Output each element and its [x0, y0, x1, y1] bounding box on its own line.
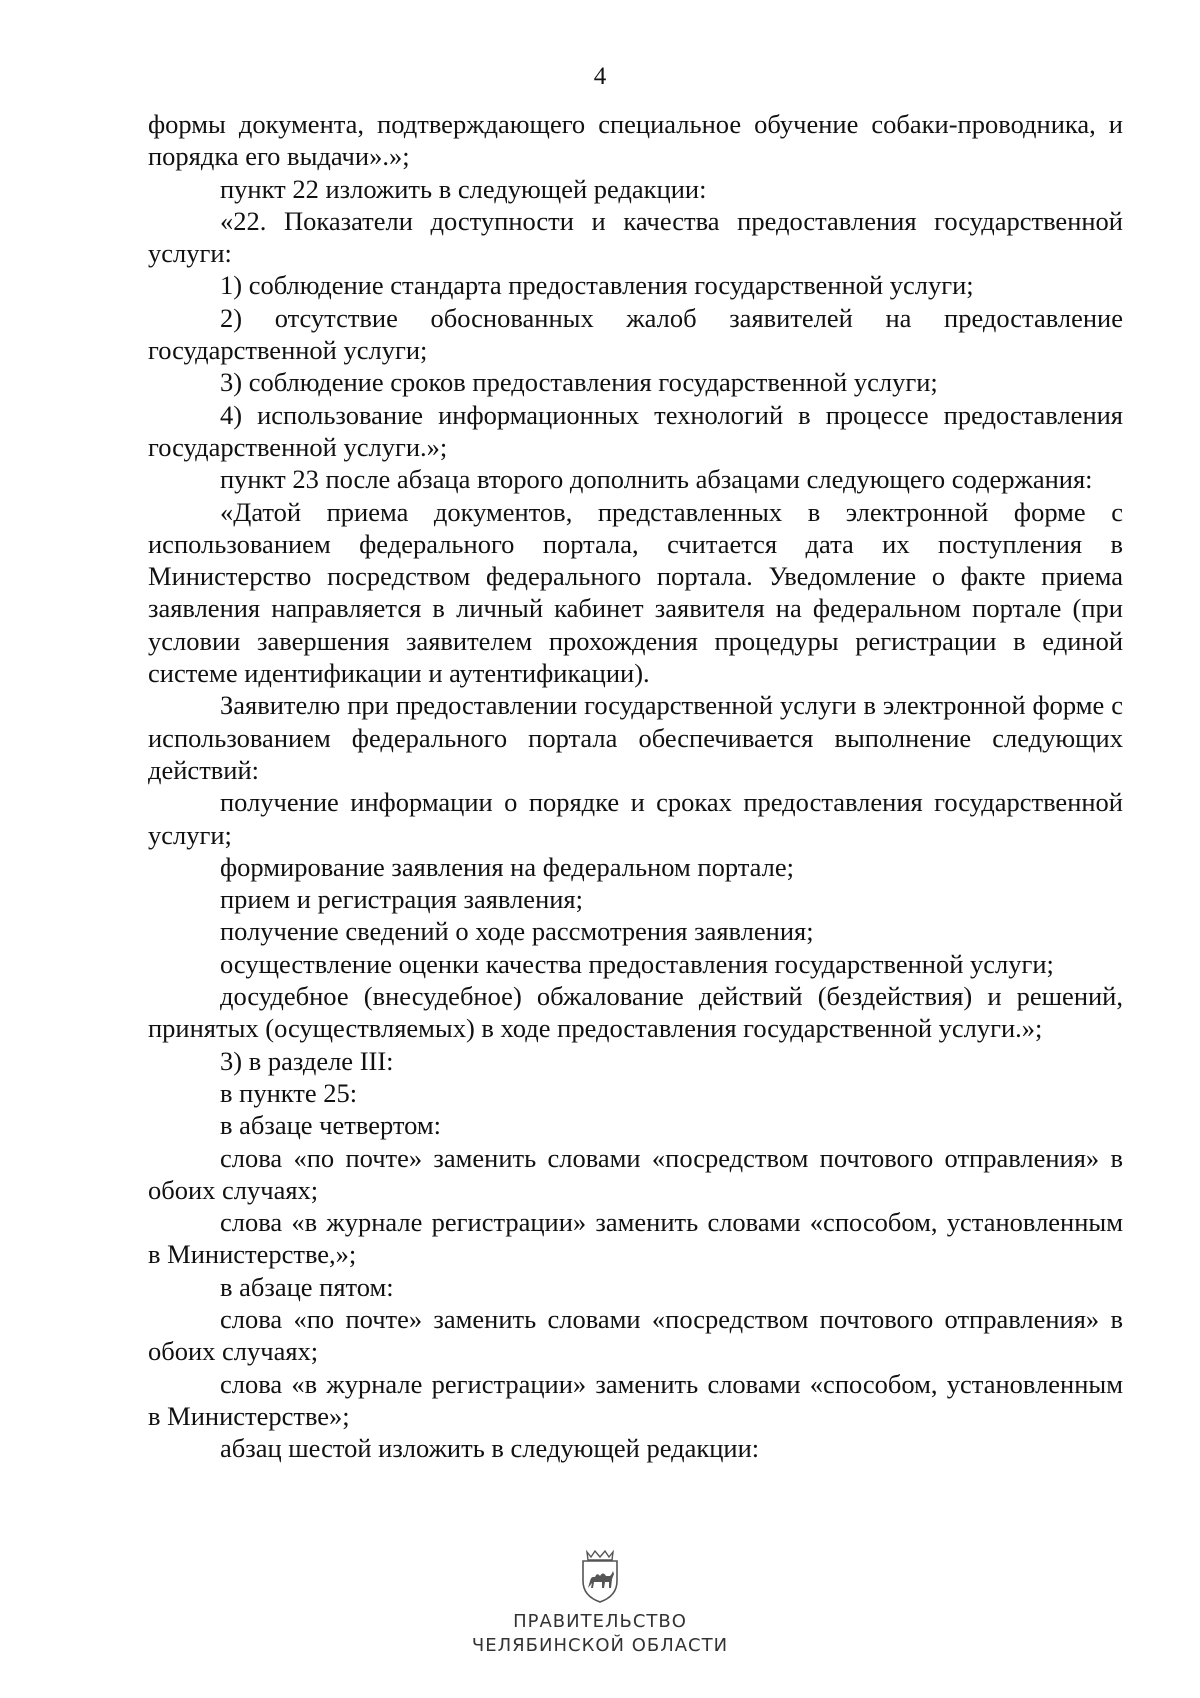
paragraph: слова «в журнале регистрации» заменить словами «способом, установленным в Министерстве»; — [148, 1368, 1123, 1431]
paragraph: 4) использование информационных технологий в процессе предоставления государственной услуги.»; — [148, 399, 1123, 462]
page-number: 4 — [593, 63, 607, 90]
paragraph: 1) соблюдение стандарта предоставления государственной услуги; — [220, 270, 974, 301]
document-body — [148, 108, 1123, 1464]
paragraph: формы документа, подтверждающего специальное обучение собаки-проводника, и порядка его выдачи».»; — [148, 109, 1123, 172]
paragraph: получение сведений о ходе рассмотрения заявления; — [220, 916, 814, 947]
paragraph: слова «в журнале регистрации» заменить словами «способом, установленным в Министерстве,»; — [148, 1207, 1123, 1270]
paragraph: пункт 23 после абзаца второго дополнить абзацами следующего содержания: — [220, 464, 1093, 495]
paragraph: 3) в разделе III: — [220, 1045, 394, 1076]
paragraph: осуществление оценки качества предоставления государственной услуги; — [220, 948, 1054, 979]
paragraph: «22. Показатели доступности и качества предоставления государственной услуги: — [148, 205, 1123, 269]
chelyabinsk-coat-of-arms-icon — [575, 1548, 625, 1604]
paragraph: Заявителю при предоставлении государственной услуги в электронной форме с использованием федерального портала обеспечивается выполнение следующих действий: — [148, 690, 1123, 785]
paragraph: слова «по почте» заменить словами «посредством почтового отправления» в обоих случаях; — [148, 1142, 1123, 1205]
paragraph: в абзаце пятом: — [220, 1271, 394, 1302]
paragraph: получение информации о порядке и сроках предоставления государственной услуги; — [148, 787, 1123, 850]
paragraph: в абзаце четвертом: — [220, 1110, 441, 1141]
paragraph: 3) соблюдение сроков предоставления государственной услуги; — [220, 367, 938, 398]
paragraph: слова «по почте» заменить словами «посредством почтового отправления» в обоих случаях; — [148, 1303, 1123, 1367]
paragraph: в пункте 25: — [220, 1077, 358, 1108]
paragraph: досудебное (внесудебное) обжалование действий (бездействия) и решений, принятых (осуществляемых) в ходе предоставления государственной услуги.»; — [148, 981, 1123, 1044]
paragraph: «Датой приема документов, представленных в электронной форме с использованием федерального портала, считается дата их поступления в Министерство посредством федерального портала. Уведомление о факте приема заявления направляется в личный кабинет заявителя на федеральном портале (при условии завершения заявителем прохождения процедуры регистрации в единой системе идентификации и аутентификации). — [148, 496, 1123, 689]
paragraph: формирование заявления на федеральном портале; — [220, 851, 794, 882]
footer-region-line: ЧЕЛЯБИНСКОЙ ОБЛАСТИ — [471, 1635, 729, 1656]
footer-organization-line: ПРАВИТЕЛЬСТВО — [513, 1611, 687, 1632]
document-footer — [0, 1548, 1200, 1658]
paragraph: 2) отсутствие обоснованных жалоб заявителей на предоставление государственной услуги; — [148, 302, 1123, 366]
paragraph: пункт 22 изложить в следующей редакции: — [220, 173, 707, 204]
paragraph: прием и регистрация заявления; — [220, 884, 583, 915]
paragraph: абзац шестой изложить в следующей редакции: — [220, 1433, 760, 1464]
